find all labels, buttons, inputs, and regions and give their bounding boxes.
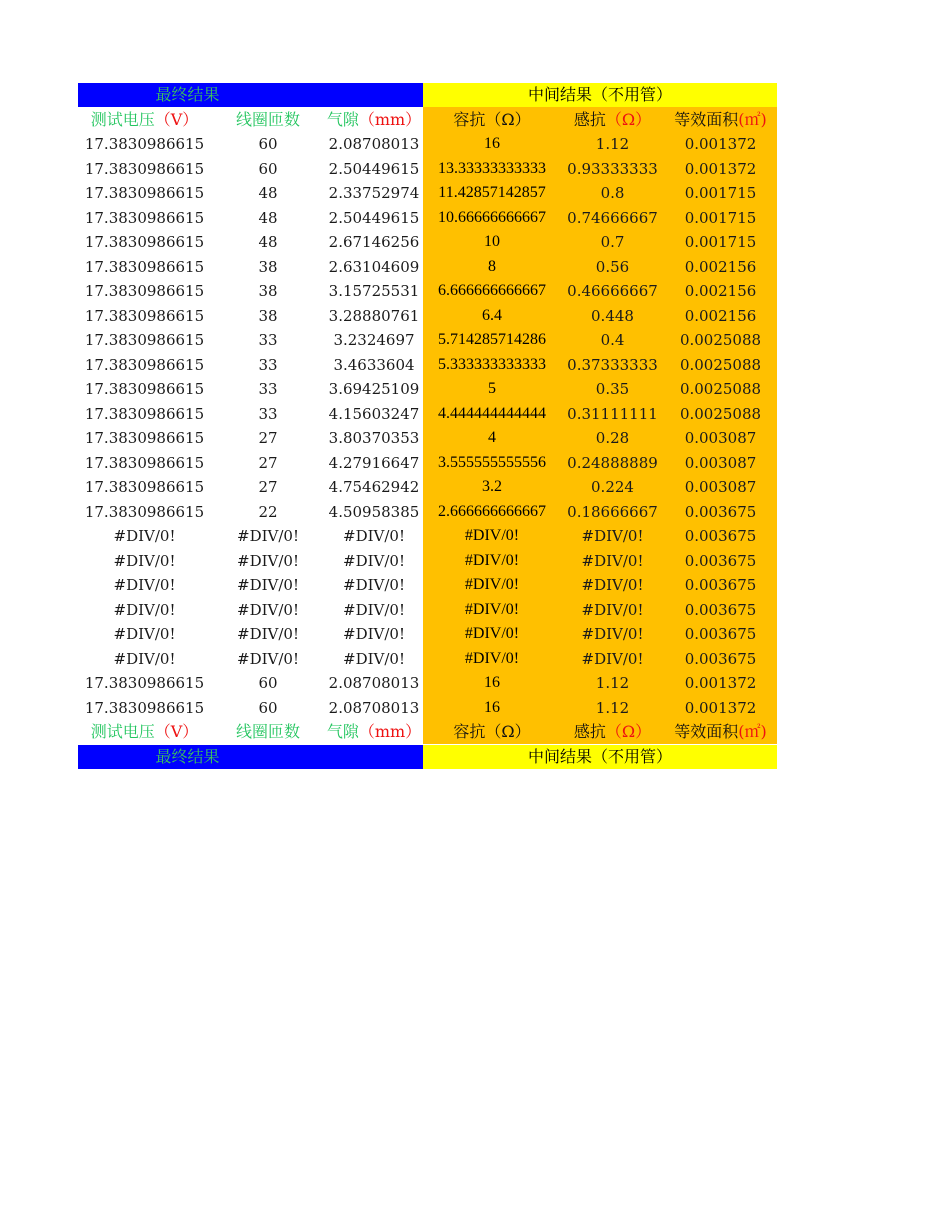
cell-gap[interactable]: 3.69425109 [328,380,420,398]
cell-gap[interactable]: 3.80370353 [328,429,420,447]
final-results-label: 最终结果 [155,746,220,766]
cell-turns[interactable]: 60 [258,159,278,178]
header-voltage[interactable]: 测试电压（V） [90,109,199,129]
cell-inductive[interactable]: #DIV/0! [581,551,644,570]
cell-inductive[interactable]: 0.18666667 [567,502,658,521]
cell-voltage[interactable]: 17.3830986615 [84,282,205,300]
cell-voltage[interactable]: #DIV/0! [113,576,176,594]
cell-inductive[interactable]: #DIV/0! [581,576,644,594]
cell-capacitive[interactable]: 6.4 [482,306,502,324]
cell-voltage[interactable]: 17.3830986615 [84,208,205,227]
cell-gap[interactable]: 2.33752974 [328,184,420,202]
cell-capacitive[interactable]: 16 [484,698,500,716]
cell-turns[interactable]: 38 [258,282,278,300]
cell-capacitive[interactable]: 11.42857142857 [438,184,546,201]
cell-voltage[interactable]: #DIV/0! [113,625,176,643]
cell-area[interactable]: 0.001372 [684,159,757,178]
cell-area[interactable]: 0.001372 [684,674,757,692]
middle-results-label: 中间结果（不用管） [527,85,672,104]
cell-turns[interactable]: 33 [258,380,278,398]
header-voltage[interactable]: 测试电压（V） [90,722,199,741]
header-gap[interactable]: 气隙（mm） [326,722,422,741]
cell-gap[interactable]: #DIV/0! [343,600,405,619]
cell-inductive[interactable]: #DIV/0! [581,600,644,619]
cell-gap[interactable]: 3.4633604 [333,355,415,374]
cell-turns[interactable]: 48 [258,208,278,227]
cell-gap[interactable]: #DIV/0! [343,625,405,643]
cell-voltage[interactable]: 17.3830986615 [84,453,205,472]
bottom-banner-row [78,745,777,770]
table-row [78,377,777,402]
cell-turns[interactable]: #DIV/0! [237,649,299,668]
cell-capacitive[interactable]: #DIV/0! [464,649,520,667]
table-row [78,573,777,598]
table-row [78,671,777,696]
table-row [78,549,777,574]
cell-inductive[interactable]: #DIV/0! [581,625,644,643]
table-row [78,426,777,451]
cell-turns[interactable]: 22 [258,502,278,521]
cell-voltage[interactable]: 17.3830986615 [84,159,205,178]
cell-inductive[interactable]: 0.8 [600,184,625,202]
cell-inductive[interactable]: 0.74666667 [567,208,658,227]
cell-area[interactable]: 0.003675 [684,600,757,619]
cell-inductive[interactable]: 0.4 [600,331,625,349]
header-area[interactable]: 等效面积(㎡) [674,722,767,741]
cell-voltage[interactable]: #DIV/0! [113,527,176,545]
cell-capacitive[interactable]: 6.666666666667 [438,282,546,299]
cell-turns[interactable]: 48 [258,184,278,202]
table-row [78,500,777,525]
cell-capacitive[interactable]: #DIV/0! [464,576,520,593]
spreadsheet [78,83,777,769]
cell-capacitive[interactable]: 2.666666666667 [438,502,546,520]
cell-capacitive[interactable]: #DIV/0! [464,551,520,569]
cell-voltage[interactable]: 17.3830986615 [84,674,205,692]
header-turns[interactable]: 线圈匝数 [235,722,300,741]
cell-voltage[interactable]: 17.3830986615 [84,478,205,496]
header-capacitive[interactable]: 容抗（Ω） [453,109,531,129]
cell-inductive[interactable]: 1.12 [595,135,630,153]
table-row [78,353,777,378]
cell-gap[interactable]: 2.08708013 [328,674,420,692]
cell-voltage[interactable]: #DIV/0! [113,551,176,570]
cell-gap[interactable]: #DIV/0! [343,551,405,570]
header-row-bottom [78,720,777,745]
cell-turns[interactable]: 38 [258,257,278,276]
cell-turns[interactable]: 27 [258,478,278,496]
table-row [78,402,777,427]
cell-turns[interactable]: #DIV/0! [237,576,299,594]
cell-turns[interactable]: 60 [258,135,278,153]
cell-turns[interactable]: #DIV/0! [237,600,299,619]
cell-gap[interactable]: 2.50449615 [328,159,420,178]
cell-capacitive[interactable]: 16 [484,674,500,691]
cell-inductive[interactable]: 0.7 [600,233,625,251]
cell-inductive[interactable]: 1.12 [595,698,630,717]
table-row [78,206,777,231]
cell-area[interactable]: 0.003675 [684,576,757,594]
cell-inductive[interactable]: #DIV/0! [581,527,644,545]
cell-capacitive[interactable]: 8 [488,257,496,275]
cell-area[interactable]: 0.001715 [684,184,757,202]
cell-turns[interactable]: 27 [258,453,278,472]
cell-turns[interactable]: 60 [258,674,278,692]
cell-gap[interactable]: 4.75462942 [328,478,420,496]
cell-voltage[interactable]: 17.3830986615 [84,331,205,349]
table-row [78,157,777,182]
cell-turns[interactable]: 60 [258,698,278,717]
table-row [78,622,777,647]
cell-turns[interactable]: 33 [258,404,278,423]
top-banner-row [78,83,777,108]
header-turns[interactable]: 线圈匝数 [235,109,300,129]
cell-capacitive[interactable]: 4.444444444444 [438,404,546,422]
cell-voltage[interactable]: 17.3830986615 [84,355,205,374]
table-row [78,181,777,206]
cell-gap[interactable]: 2.67146256 [328,233,420,251]
final-results-label: 最终结果 [155,85,220,104]
cell-area[interactable]: 0.0025088 [679,380,762,398]
cell-turns[interactable]: 38 [258,306,278,325]
cell-capacitive[interactable]: 5.714285714286 [438,331,546,348]
cell-gap[interactable]: 4.15603247 [328,404,420,423]
table-row [78,328,777,353]
cell-capacitive[interactable]: 3.555555555556 [438,453,546,471]
cell-area[interactable]: 0.001372 [684,135,757,153]
cell-capacitive[interactable]: #DIV/0! [464,527,520,544]
cell-inductive[interactable]: 0.448 [591,306,634,325]
cell-voltage[interactable]: 17.3830986615 [84,404,205,423]
cell-inductive[interactable]: 0.224 [591,478,634,496]
table-row [78,475,777,500]
cell-turns[interactable]: #DIV/0! [237,527,299,545]
cell-area[interactable]: 0.003675 [684,527,757,545]
cell-gap[interactable]: 2.50449615 [328,208,420,227]
cell-area[interactable]: 0.003675 [684,625,757,643]
cell-capacitive[interactable]: 4 [488,429,496,446]
table-row [78,696,777,721]
cell-turns[interactable]: 33 [258,355,278,374]
cell-inductive[interactable]: 1.12 [595,674,630,692]
table-row [78,255,777,280]
cell-turns[interactable]: #DIV/0! [237,551,299,570]
cell-voltage[interactable]: 17.3830986615 [84,380,205,398]
cell-gap[interactable]: #DIV/0! [343,576,405,594]
cell-area[interactable]: 0.003675 [684,649,757,668]
cell-voltage[interactable]: 17.3830986615 [84,429,205,447]
cell-inductive[interactable]: 0.28 [595,429,630,447]
cell-gap[interactable]: 2.08708013 [328,135,420,153]
table-row [78,230,777,255]
cell-gap[interactable]: 4.50958385 [328,502,420,521]
table-row [78,132,777,157]
table-row [78,524,777,549]
header-capacitive[interactable]: 容抗（Ω） [453,722,531,741]
cell-gap[interactable]: 3.2324697 [333,331,415,349]
cell-gap[interactable]: 2.63104609 [328,257,420,276]
cell-capacitive[interactable]: 5.333333333333 [438,355,546,373]
cell-voltage[interactable]: 17.3830986615 [84,233,205,251]
cell-capacitive[interactable]: 10 [484,233,500,250]
cell-voltage[interactable]: 17.3830986615 [84,502,205,521]
cell-area[interactable]: 0.0025088 [679,404,762,423]
cell-inductive[interactable]: 0.24888889 [567,453,658,472]
cell-area[interactable]: 0.003087 [684,429,757,447]
cell-capacitive[interactable]: 16 [484,135,500,152]
header-row-top [78,108,777,133]
middle-results-label: 中间结果（不用管） [527,746,672,766]
cell-gap[interactable]: #DIV/0! [343,649,405,668]
cell-voltage[interactable]: 17.3830986615 [84,698,205,717]
cell-voltage[interactable]: 17.3830986615 [84,135,205,153]
header-area[interactable]: 等效面积(㎡) [674,109,767,129]
cell-area[interactable]: 0.0025088 [679,355,762,374]
cell-area[interactable]: 0.002156 [684,306,757,325]
table-row [78,304,777,329]
cell-voltage[interactable]: 17.3830986615 [84,257,205,276]
cell-area[interactable]: 0.002156 [684,257,757,276]
cell-area[interactable]: 0.003675 [684,502,757,521]
cell-gap[interactable]: 2.08708013 [328,698,420,717]
cell-inductive[interactable]: 0.35 [595,380,630,398]
cell-voltage[interactable]: 17.3830986615 [84,306,205,325]
cell-area[interactable]: 0.002156 [684,282,757,300]
cell-area[interactable]: 0.003087 [684,478,757,496]
cell-capacitive[interactable]: #DIV/0! [464,625,520,642]
cell-inductive[interactable]: #DIV/0! [581,649,644,668]
cell-area[interactable]: 0.001715 [684,233,757,251]
cell-area[interactable]: 0.001715 [684,208,757,227]
cell-inductive[interactable]: 0.93333333 [567,159,658,178]
cell-area[interactable]: 0.0025088 [679,331,762,349]
cell-inductive[interactable]: 0.56 [595,257,630,276]
table-row [78,279,777,304]
cell-gap[interactable]: #DIV/0! [343,527,405,545]
cell-turns[interactable]: 48 [258,233,278,251]
cell-area[interactable]: 0.003675 [684,551,757,570]
cell-capacitive[interactable]: 3.2 [482,478,502,495]
header-inductive[interactable]: 感抗（Ω） [573,109,652,129]
header-inductive[interactable]: 感抗（Ω） [573,722,652,741]
header-gap[interactable]: 气隙（mm） [326,109,422,129]
cell-area[interactable]: 0.003087 [684,453,757,472]
cell-gap[interactable]: 4.27916647 [328,453,420,472]
table-row [78,598,777,623]
cell-turns[interactable]: 33 [258,331,278,349]
data-rows [78,132,777,720]
cell-inductive[interactable]: 0.31111111 [567,404,658,423]
table-row [78,647,777,672]
cell-capacitive[interactable]: 10.66666666667 [438,208,546,226]
cell-turns[interactable]: 27 [258,429,278,447]
table-row [78,451,777,476]
cell-inductive[interactable]: 0.46666667 [567,282,658,300]
cell-voltage[interactable]: #DIV/0! [113,649,176,668]
cell-gap[interactable]: 3.15725531 [328,282,420,300]
cell-voltage[interactable]: #DIV/0! [113,600,176,619]
cell-capacitive[interactable]: 13.33333333333 [438,159,546,177]
cell-area[interactable]: 0.001372 [684,698,757,717]
cell-capacitive[interactable]: 5 [488,380,496,397]
cell-capacitive[interactable]: #DIV/0! [464,600,520,618]
cell-turns[interactable]: #DIV/0! [237,625,299,643]
cell-voltage[interactable]: 17.3830986615 [84,184,205,202]
cell-inductive[interactable]: 0.37333333 [567,355,658,374]
cell-gap[interactable]: 3.28880761 [328,306,420,325]
